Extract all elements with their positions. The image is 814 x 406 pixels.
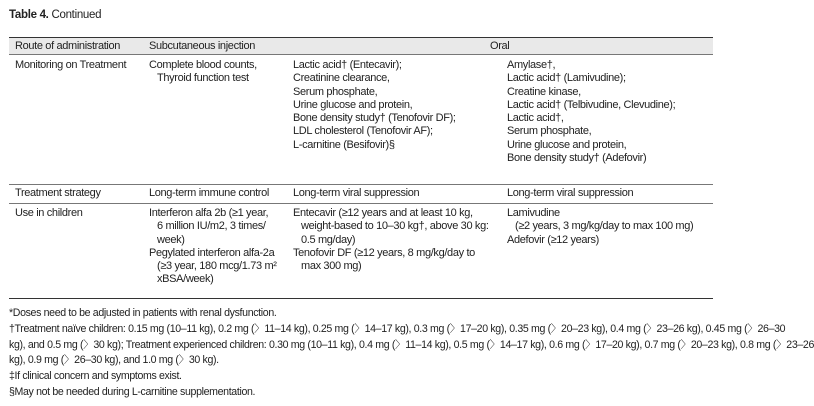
header-rule [9, 54, 713, 55]
row-strategy-subcutaneous: Long-term immune control [149, 187, 269, 199]
row-monitoring-subcutaneous: Complete blood counts, Thyroid function test [149, 59, 257, 85]
row-rule-2 [9, 203, 713, 204]
table-label: Table 4. [9, 9, 49, 21]
row-children-oral-a: Entecavir (≥12 years and at least 10 kg, weight-based to 10–30 kg†, above 30 kg: 0.5 mg/day) Tenofovir DF (≥12 years, 8 mg/kg/day to max 300 mg) [293, 207, 489, 273]
row-children-label: Use in children [15, 207, 83, 219]
footnote: ‡If clinical concern and symptoms exist. [9, 370, 182, 383]
table-caption [9, 9, 101, 21]
row-strategy-oral-b: Long-term viral suppression [507, 187, 634, 199]
row-monitoring-label: Monitoring on Treatment [15, 59, 127, 71]
header-subcutaneous: Subcutaneous injection [149, 40, 256, 52]
footnote: *Doses need to be adjusted in patients with renal dysfunction. [9, 307, 277, 319]
row-rule-1 [9, 184, 713, 185]
footnotes [9, 306, 814, 401]
row-monitoring-oral-a: Lactic acid† (Entecavir); Creatinine clearance, Serum phosphate, Urine glucose and protein, Bone density study† (Tenofovir DF); LDL cholesterol (Tenofovir AF); L-carnitine (Besifovir)§ [293, 59, 456, 151]
row-strategy-label: Treatment strategy [15, 187, 101, 199]
table-bottom-rule [9, 298, 713, 299]
footnote: kg), 0.9 mg (〉26–30 kg), and 1.0 mg (〉30 kg). [9, 354, 219, 367]
table-continued: Continued [48, 9, 102, 21]
row-children-oral-b: Lamivudine (≥2 years, 3 mg/kg/day to max 100 mg) Adefovir (≥12 years) [507, 207, 694, 246]
row-children-subcutaneous: Interferon alfa 2b (≥1 year, 6 million IU/m2, 3 times/ week) Pegylated interferon alfa-2a (≥3 year, 180 mcg/1.73 m² xBSA/week) [149, 207, 277, 286]
footnote: †Treatment naïve children: 0.15 mg (10–11 kg), 0.2 mg (〉11–14 kg), 0.25 mg (〉14–17 kg), 0.3 mg (〉17–20 kg), 0.35 mg (〉20–23 kg), 0.4 mg (〉23–26 kg), 0.45 mg (〉26–30 [9, 322, 786, 335]
row-strategy-oral-a: Long-term viral suppression [293, 187, 420, 199]
footnote: §May not be needed during L-carnitine supplementation. [9, 385, 256, 398]
row-monitoring-oral-b: Amylase†, Lactic acid† (Lamivudine); Creatine kinase, Lactic acid† (Telbivudine, Clevudine); Lactic acid†, Serum phosphate, Urine glucose and protein, Bone density study† (Adefovir) [507, 59, 676, 165]
header-oral: Oral [490, 40, 510, 52]
header-route: Route of administration [15, 40, 121, 52]
footnote: kg), and 0.5 mg (〉30 kg); Treatment experienced children: 0.30 mg (10–11 kg), 0.4 mg (〉11–14 kg), 0.5 mg (〉14–17 kg), 0.6 mg (〉17–20 kg), 0.7 mg (〉20–23 kg), 0.8 mg (〉23–26 [9, 338, 814, 351]
